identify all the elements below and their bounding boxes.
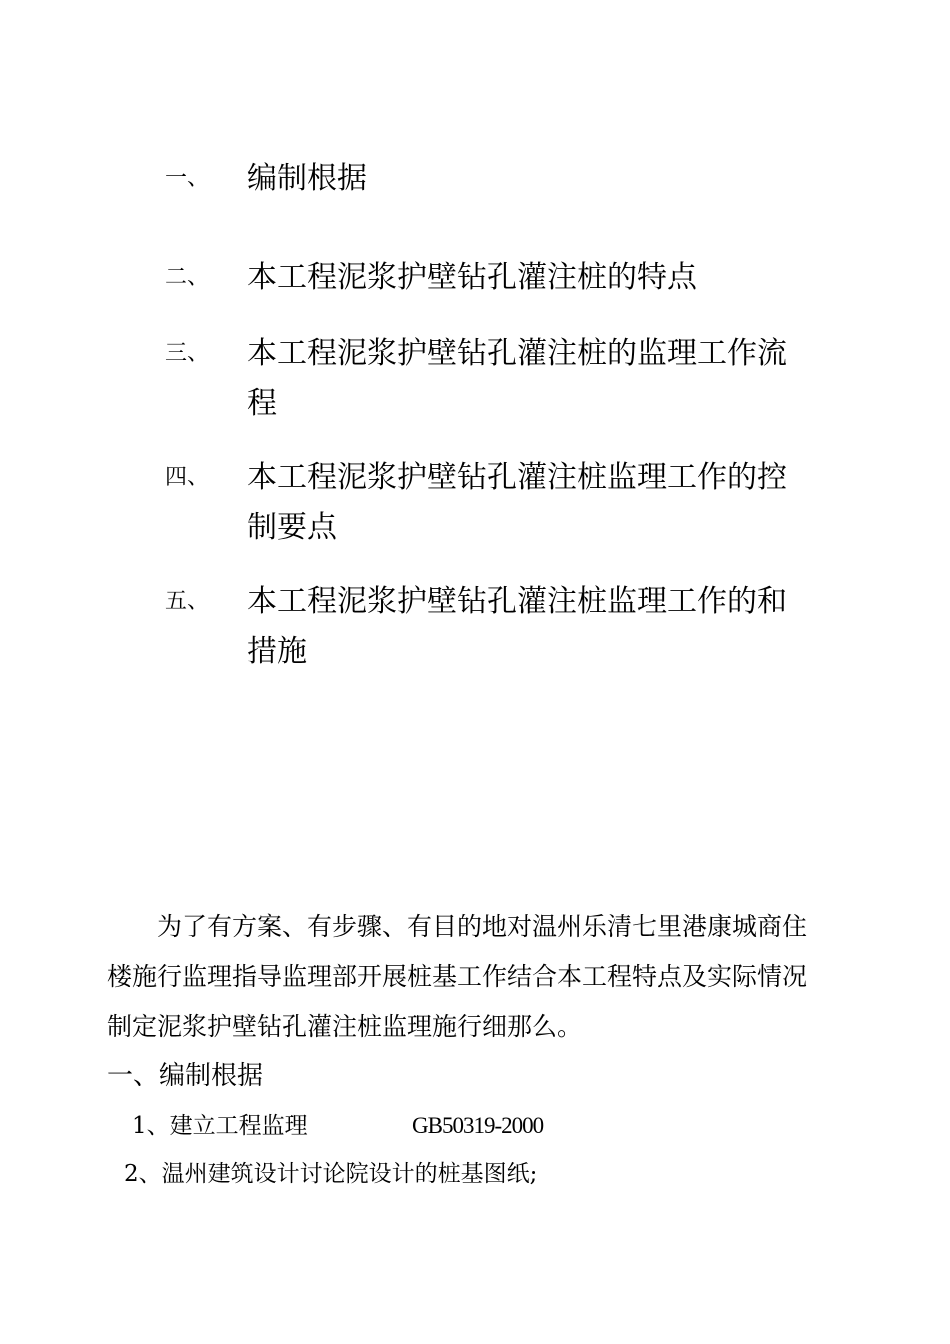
toc-title: 本工程泥浆护壁钻孔灌注桩监理工作的控 (247, 460, 787, 495)
toc-number: 一、 (165, 166, 210, 191)
toc-title-continued: 制要点 (247, 510, 337, 545)
toc-number: 二、 (165, 265, 210, 290)
reference-item-1 (132, 1106, 544, 1146)
toc-title-continued: 程 (247, 386, 277, 421)
toc-title: 本工程泥浆护壁钻孔灌注桩的特点 (247, 260, 697, 295)
reference-item-2: 2、温州建筑设计讨论院设计的桩基图纸; (124, 1161, 538, 1187)
toc-title: 本工程泥浆护壁钻孔灌注桩的监理工作流 (247, 336, 787, 371)
standard-code: GB50319-2000 (412, 1113, 544, 1138)
toc-title: 编制根据 (247, 161, 367, 196)
section-heading: 一、编制根据 (107, 1061, 264, 1091)
toc-title-continued: 措施 (247, 634, 307, 669)
toc-number: 三、 (165, 341, 210, 366)
intro-paragraph: 为了有方案、有步骤、有目的地对温州乐清七里港康城商住楼施行监理指导监理部开展桩基工作结合本工程特点及实际情况制定泥浆护壁钻孔灌注桩监理施行细那么。 (107, 912, 808, 1041)
toc-number: 四、 (165, 465, 210, 490)
reference-label: 1、建立工程监理 (132, 1113, 308, 1139)
toc-number: 五、 (165, 589, 210, 614)
toc-title: 本工程泥浆护壁钻孔灌注桩监理工作的和 (247, 584, 787, 619)
